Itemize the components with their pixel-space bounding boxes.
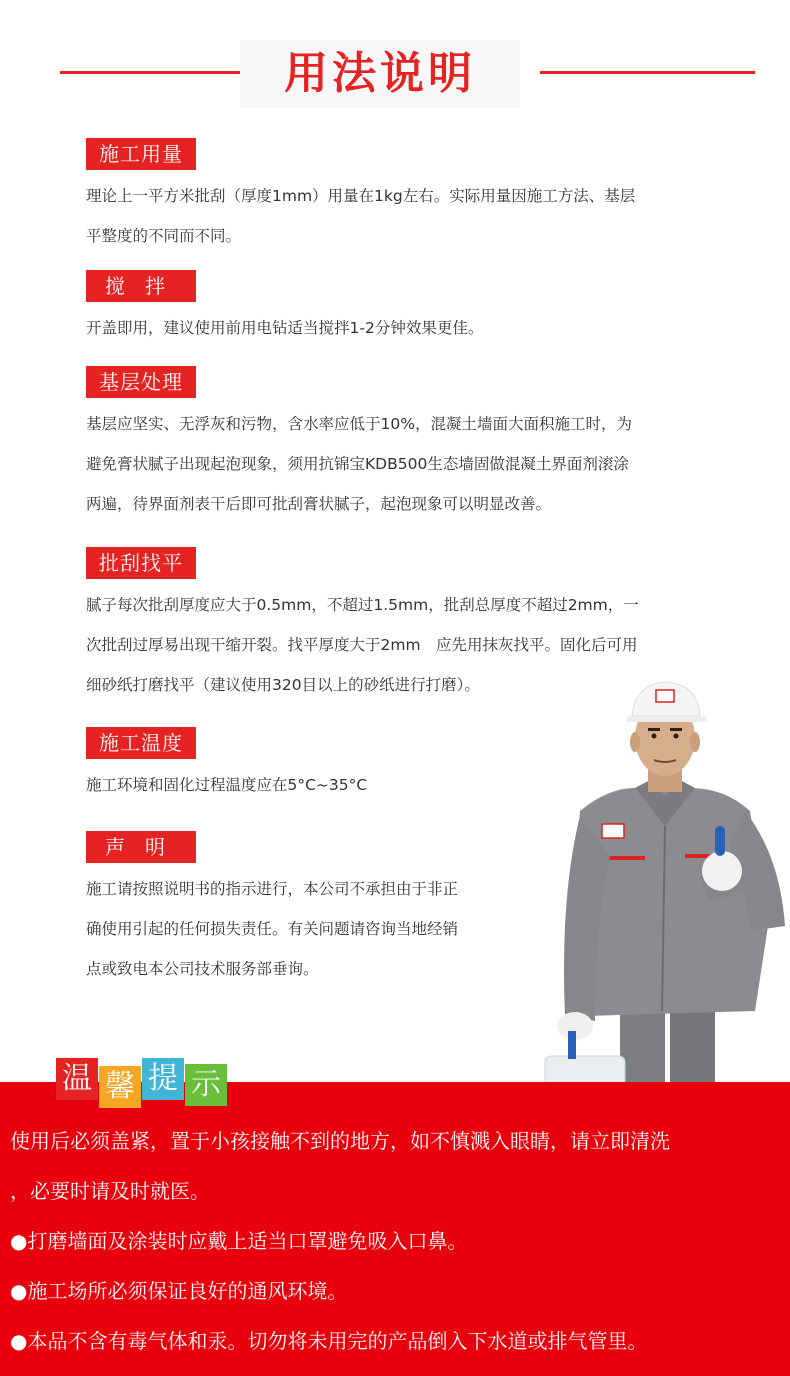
tips-title-char: 馨 bbox=[99, 1066, 141, 1108]
section-body bbox=[86, 869, 536, 989]
tip-line: ，必要时请及时就医。 bbox=[10, 1179, 210, 1203]
body-line: 基层应坚实、无浮灰和污物，含水率应低于10%，混凝土墙面大面积施工时，为 bbox=[86, 415, 632, 433]
section-base-treatment bbox=[86, 366, 726, 524]
section-tag: 施工用量 bbox=[86, 138, 196, 170]
section-tag: 搅拌 bbox=[86, 270, 196, 302]
section-usage bbox=[86, 138, 726, 256]
body-line: 理论上一平方米批刮（厚度1mm）用量在1kg左右。实际用量因施工方法、基层 bbox=[86, 187, 636, 205]
section-tag: 批刮找平 bbox=[86, 547, 196, 579]
tips-title-char: 示 bbox=[185, 1064, 227, 1106]
tip-line: 使用后必须盖紧，置于小孩接触不到的地方，如不慎溅入眼睛，请立即清洗 bbox=[10, 1129, 670, 1153]
page-title: 用法说明 bbox=[284, 48, 476, 99]
section-body bbox=[86, 176, 726, 256]
page-header bbox=[0, 40, 790, 108]
tip-line: ●施工场所必须保证良好的通风环境。 bbox=[10, 1279, 348, 1303]
section-tag: 基层处理 bbox=[86, 366, 196, 398]
body-line: 腻子每次批刮厚度应大于0.5mm，不超过1.5mm，批刮总厚度不超过2mm，一 bbox=[86, 596, 639, 614]
body-line: 细砂纸打磨找平（建议使用320目以上的砂纸进行打磨）。 bbox=[86, 676, 480, 694]
body-line: 确使用引起的任何损失责任。有关问题请咨询当地经销 bbox=[86, 920, 459, 938]
body-line: 施工环境和固化过程温度应在5°C~35°C bbox=[86, 776, 368, 794]
tips-list bbox=[10, 1116, 785, 1366]
section-mix bbox=[86, 270, 726, 348]
tips-title-char: 温 bbox=[56, 1058, 98, 1100]
body-line: 次批刮过厚易出现干缩开裂。找平厚度大于2mm 应先用抹灰找平。固化后可用 bbox=[86, 636, 638, 654]
tips-title bbox=[56, 1056, 228, 1108]
section-tag: 声明 bbox=[86, 831, 196, 863]
tips-title-char: 提 bbox=[142, 1058, 184, 1100]
body-line: 点或致电本公司技术服务部垂询。 bbox=[86, 960, 319, 978]
body-line: 平整度的不同而不同。 bbox=[86, 227, 242, 245]
body-line: 开盖即用，建议使用前用电钻适当搅拌1-2分钟效果更佳。 bbox=[86, 319, 484, 337]
section-statement bbox=[86, 831, 536, 989]
header-divider-right bbox=[540, 71, 755, 74]
section-body bbox=[86, 308, 726, 348]
body-line: 避免膏状腻子出现起泡现象，须用抗锦宝KDB500生态墙固做混凝土界面剂滚涂 bbox=[86, 455, 629, 473]
worker-illustration bbox=[540, 676, 790, 1086]
body-line: 施工请按照说明书的指示进行，本公司不承担由于非正 bbox=[86, 880, 459, 898]
section-body bbox=[86, 404, 726, 524]
body-line: 两遍，待界面剂表干后即可批刮膏状腻子，起泡现象可以明显改善。 bbox=[86, 495, 552, 513]
section-tag: 施工温度 bbox=[86, 727, 196, 759]
tip-line: ●本品不含有毒气体和汞。切勿将未用完的产品倒入下水道或排气管里。 bbox=[10, 1329, 648, 1353]
tip-line: ●打磨墙面及涂装时应戴上适当口罩避免吸入口鼻。 bbox=[10, 1229, 468, 1253]
